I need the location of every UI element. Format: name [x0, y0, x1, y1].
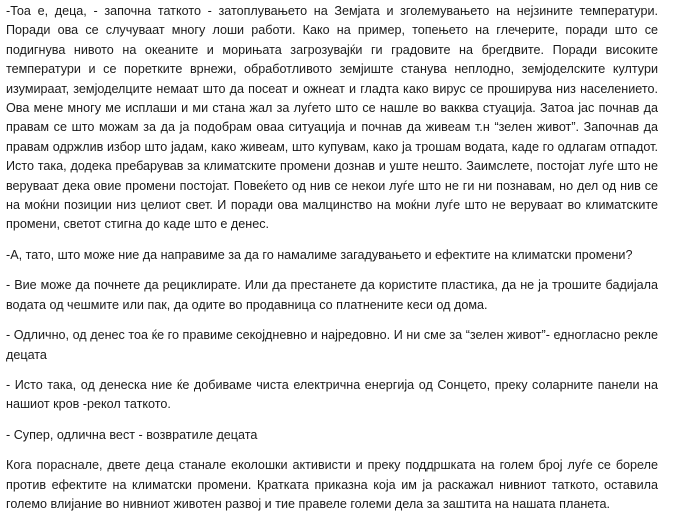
- paragraph-father-explanation: -Тоа е, деца, - започна таткото - затоплувањето на Земјата и зголемувањето на нејзините температури. Поради ова се случуваат многу лоши работи. Како на пример, топењето на глечерите, поради што се подигнува нивото на океаните и морињата загрозувајќи ги градовите на брегдвите. Поради високите температури и се поретките врнежи, обработливото земјиште станува неплодно, земјоделските култури изумираат, земјоделците немаат што да посеат и ожнеат и гладта како вирус се проширува низ населението. Ова мене многу ме исплаши и ми стана жал за луѓето што се нашле во вакква стуација. Затоа јас почнав да правам се што можам за да ја подобрам оваа ситуација и почнав да живеам т.н “зелен живот”. Започнав да правам одржлив избор што јадам, како живеам, што купувам, како ја трошам водата, каде го одлагам отпадот. Исто така, додека пребарував за климатските промени дознав и уште нешто. Заимслете, постојат луѓе што не веруваат дека овие промени постојат. Повеќето од нив се некои луѓе што не ги ни познавам, но дел од нив се на моќни позиции низ целиот свет. И поради ова малцинство на моќни луѓе што не веруваат во климатските промени, светот стигна до каде што е денес.: [6, 4, 658, 232]
- document-body: [6, 2, 658, 525]
- paragraph-children-agree: - Одлично, од денес тоа ќе го правиме секојдневно и најредовно. И ни сме за “зелен живот”- едногласно рекле децата: [6, 328, 658, 362]
- paragraph-epilogue: Кога порасналe, двете деца станале еколошки активисти и преку поддршката на голем број луѓе се бореле против ефектите на климатски промени. Кратката приказна која им ја раскажал нивниот таткото, оставила големо влијание во нивниот животен развој и тие правеле големи дела за заштита на нашата планета.: [6, 458, 658, 511]
- paragraph-solar-panels: - Исто така, од денеска ние ќе добиваме чиста електрична енергија од Сонцето, преку соларните панели на нашиот кров -рекол таткото.: [6, 377, 658, 412]
- paragraph-recycling-advice: - Вие може да почнете да рециклирате. Или да престанете да користите пластика, да не ја трошите бадијала водата од чешмите или пак, да одите во продавница со платнените кеси од дома.: [6, 278, 658, 312]
- paragraph-child-question: -А, тато, што може ние да направиме за да го намалиме загадувањето и ефектите на климатски промени?: [6, 247, 633, 262]
- paragraph-great-news: - Супер, одлична вест - возвратиле децата: [6, 427, 258, 442]
